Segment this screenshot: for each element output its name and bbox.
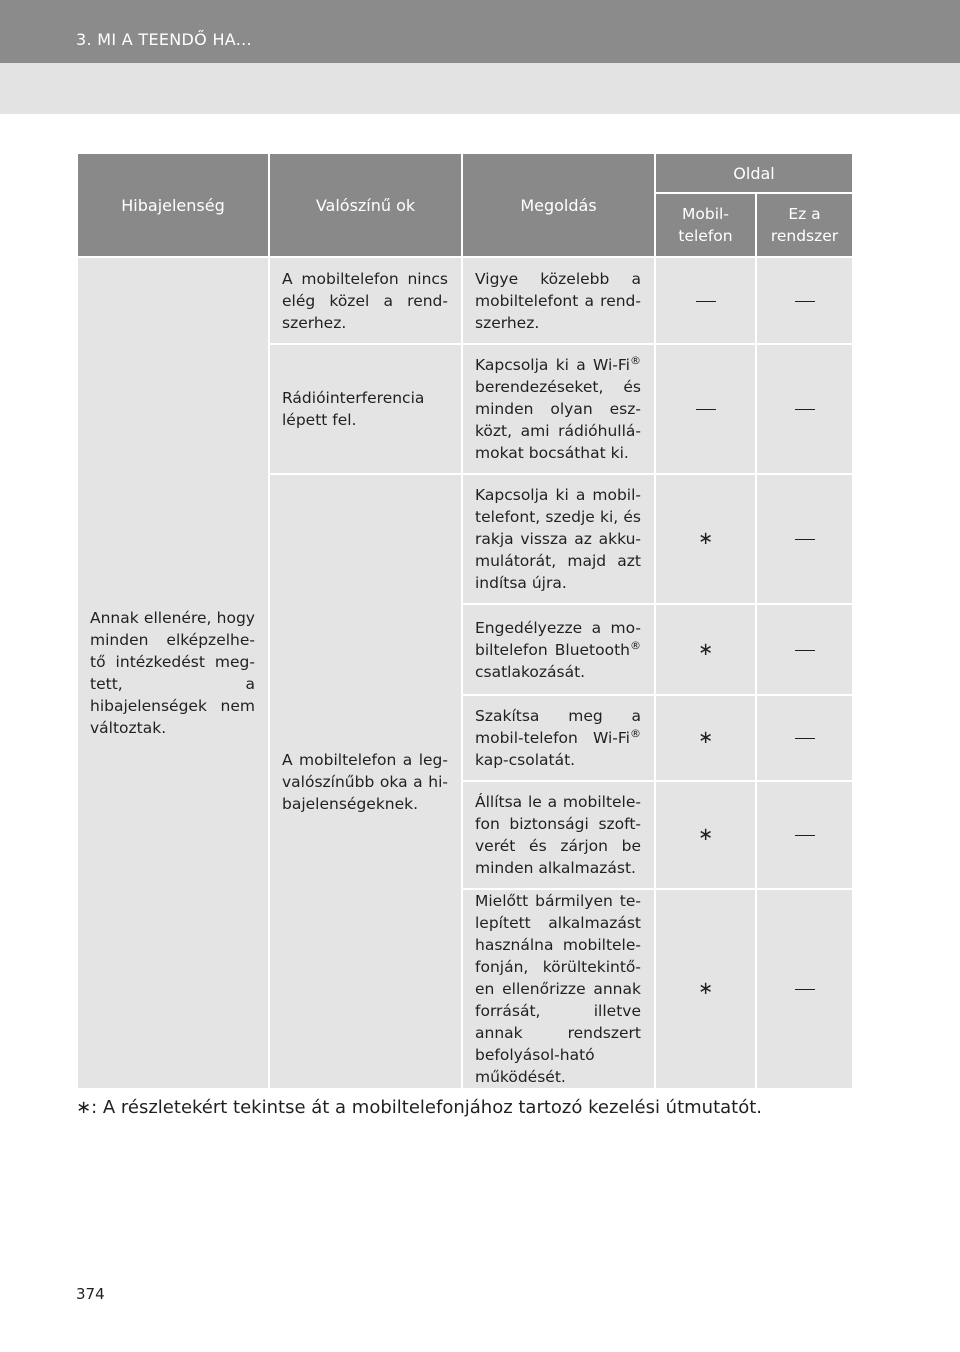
table-header-row	[77, 153, 853, 193]
header-cause: Valószínű ok	[269, 153, 462, 257]
solution-cell	[462, 257, 655, 344]
system-page-cell	[756, 604, 853, 695]
solution-cell	[462, 344, 655, 474]
asterisk-mark: ∗	[697, 528, 714, 549]
asterisk-mark: ∗	[697, 978, 714, 999]
header-mobile: Mobil- telefon	[655, 193, 756, 257]
solution-text: Szakítsa meg a mobil-telefon Wi-Fi® kap-csolatát.	[475, 707, 641, 769]
system-page-cell	[756, 344, 853, 474]
dash-mark	[795, 539, 815, 540]
solution-cell	[462, 695, 655, 781]
header-system: Ez a rendszer	[756, 193, 853, 257]
system-page-cell	[756, 257, 853, 344]
asterisk-mark: ∗	[697, 727, 714, 748]
registered-mark: ®	[630, 638, 641, 652]
dash-mark	[795, 650, 815, 651]
header-page: Oldal	[655, 153, 853, 193]
asterisk-mark: ∗	[697, 824, 714, 845]
footnote: ∗: A részletekért tekintse át a mobiltelefonjához tartozó kezelési útmutatót.	[76, 1097, 763, 1118]
solution-text: Mielőtt bármilyen te-lepített alkalmazást használna mobiltele-fonján, körültekintő-en ellenőrizze annak forrását, illetve annak rendszert befolyásol-ható működését.	[475, 892, 641, 1086]
troubleshooting-table	[76, 152, 854, 1090]
solution-cell	[462, 781, 655, 889]
dash-mark	[696, 301, 716, 302]
cause-text: Rádióinterferencia lépett fel.	[282, 389, 425, 429]
header-symptom: Hibajelenség	[77, 153, 269, 257]
system-page-cell	[756, 695, 853, 781]
dash-mark	[795, 301, 815, 302]
table-row	[77, 257, 853, 344]
system-page-cell	[756, 781, 853, 889]
mobile-page-cell	[655, 695, 756, 781]
cause-text: A mobiltelefon nincs elég közel a rend-szerhez.	[282, 269, 448, 332]
asterisk-mark: ∗	[697, 638, 714, 660]
header-subband	[0, 63, 960, 114]
mobile-page-cell	[655, 781, 756, 889]
solution-text: Vigye közelebb a mobiltelefont a rend-szerhez.	[475, 269, 641, 332]
solution-cell	[462, 889, 655, 1089]
mobile-page-cell	[655, 474, 756, 604]
dash-mark	[696, 409, 716, 410]
header-solution: Megoldás	[462, 153, 655, 257]
dash-mark	[795, 409, 815, 410]
registered-mark: ®	[630, 353, 641, 367]
mobile-page-cell	[655, 604, 756, 695]
mobile-page-cell	[655, 344, 756, 474]
symptom-text: Annak ellenére, hogy minden elképzelhe-tő intézkedést meg-tett, a hibajelenségek nem változtak.	[90, 609, 255, 737]
symptom-cell	[77, 257, 269, 1089]
solution-cell	[462, 474, 655, 604]
cause-cell	[269, 474, 462, 1089]
cause-cell	[269, 344, 462, 474]
registered-mark: ®	[630, 726, 641, 740]
system-page-cell	[756, 889, 853, 1089]
page-number: 374	[76, 1285, 105, 1303]
cause-cell	[269, 257, 462, 344]
solution-cell	[462, 604, 655, 695]
section-title: 3. MI A TEENDŐ HA...	[76, 30, 252, 49]
solution-text: Kapcsolja ki a Wi-Fi® berendezéseket, és minden olyan esz-közt, ami rádióhullá-mokat bocsáthat ki.	[475, 353, 641, 462]
mobile-page-cell	[655, 889, 756, 1089]
dash-mark	[795, 989, 815, 990]
dash-mark	[795, 835, 815, 836]
mobile-page-cell	[655, 257, 756, 344]
solution-text: Kapcsolja ki a mobil-telefont, szedje ki, és rakja vissza az akku-mulátorát, majd azt indítsa újra.	[475, 486, 641, 592]
solution-text: Állítsa le a mobiltele-fon biztonsági szoft-verét és zárjon be minden alkalmazást.	[475, 793, 641, 877]
cause-text: A mobiltelefon a leg-valószínűbb oka a hi-bajelenségeknek.	[282, 750, 448, 813]
solution-text: Engedélyezze a mo-biltelefon Bluetooth® csatlakozását.	[475, 618, 641, 681]
dash-mark	[795, 738, 815, 739]
system-page-cell	[756, 474, 853, 604]
